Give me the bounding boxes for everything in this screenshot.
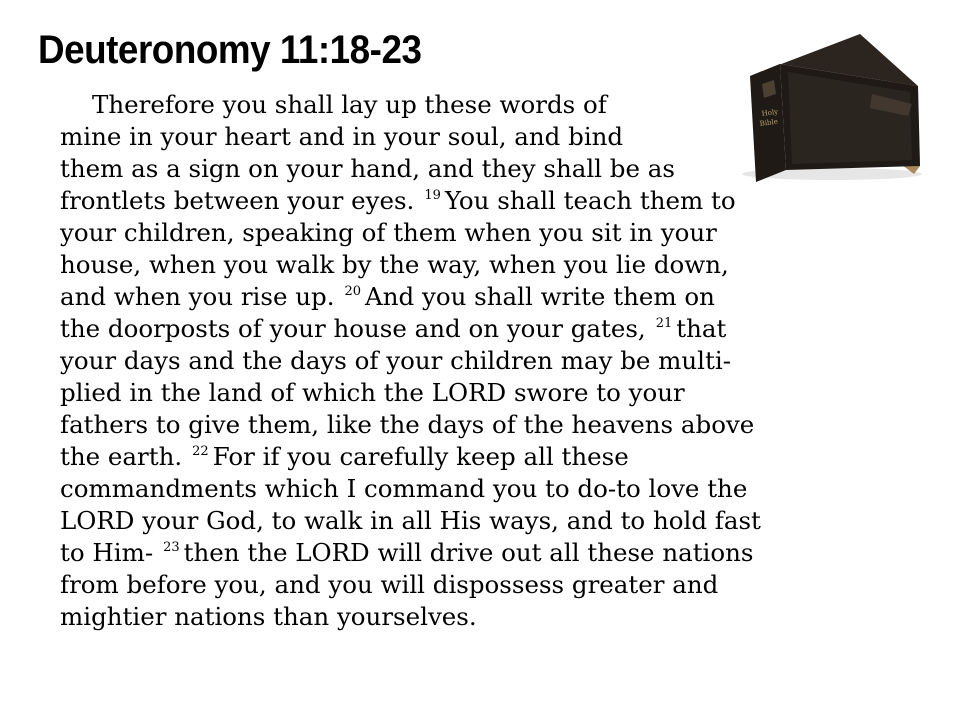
passage-line: them as a sign on your hand, and they shall be as — [60, 154, 675, 183]
passage-line: and when you rise up. $^{20}$ And you shall write them on — [60, 282, 715, 311]
passage-line: frontlets between your eyes. $^{19}$ You shall teach them to — [60, 186, 736, 215]
passage-line: mightier nations than yourselves. — [60, 602, 477, 631]
verse-number: 22 — [192, 444, 209, 459]
scripture-passage — [60, 89, 920, 633]
verse-number: 21 — [655, 316, 673, 331]
passage-line: fathers to give them, like the days of the heavens above — [60, 410, 755, 439]
passage-line: your children, speaking of them when you sit in your — [60, 218, 717, 247]
bible-spine-label: Holy — [761, 107, 779, 118]
passage-line: house, when you walk by the way, when you lie down, — [60, 250, 729, 279]
passage-line: from before you, and you will dispossess greater and — [60, 570, 719, 599]
passage-line: to Him- $^{23}$ then the LORD will drive out all these nations — [60, 538, 754, 567]
passage-line: plied in the land of which the LORD swore to your — [60, 378, 685, 407]
passage-line: Therefore you shall lay up these words of — [92, 90, 607, 119]
passage-line: commandments which I command you to do-to love the — [60, 474, 748, 503]
svg-text:Bible: Bible — [759, 117, 779, 128]
page-title: Deuteronomy 11:18-23 — [38, 28, 422, 72]
passage-line: the doorposts of your house and on your gates, $^{21}$ that — [60, 314, 727, 343]
passage-line: LORD your God, to walk in all His ways, and to hold fast — [60, 506, 761, 535]
passage-line: mine in your heart and in your soul, and bind — [60, 122, 624, 151]
verse-number: 20 — [344, 284, 362, 299]
verse-number: 19 — [424, 188, 441, 203]
passage-line: the earth. $^{22}$ For if you carefully keep all these — [60, 442, 629, 471]
verse-number: 23 — [163, 540, 180, 555]
passage-line: your days and the days of your children may be multi- — [60, 346, 731, 375]
